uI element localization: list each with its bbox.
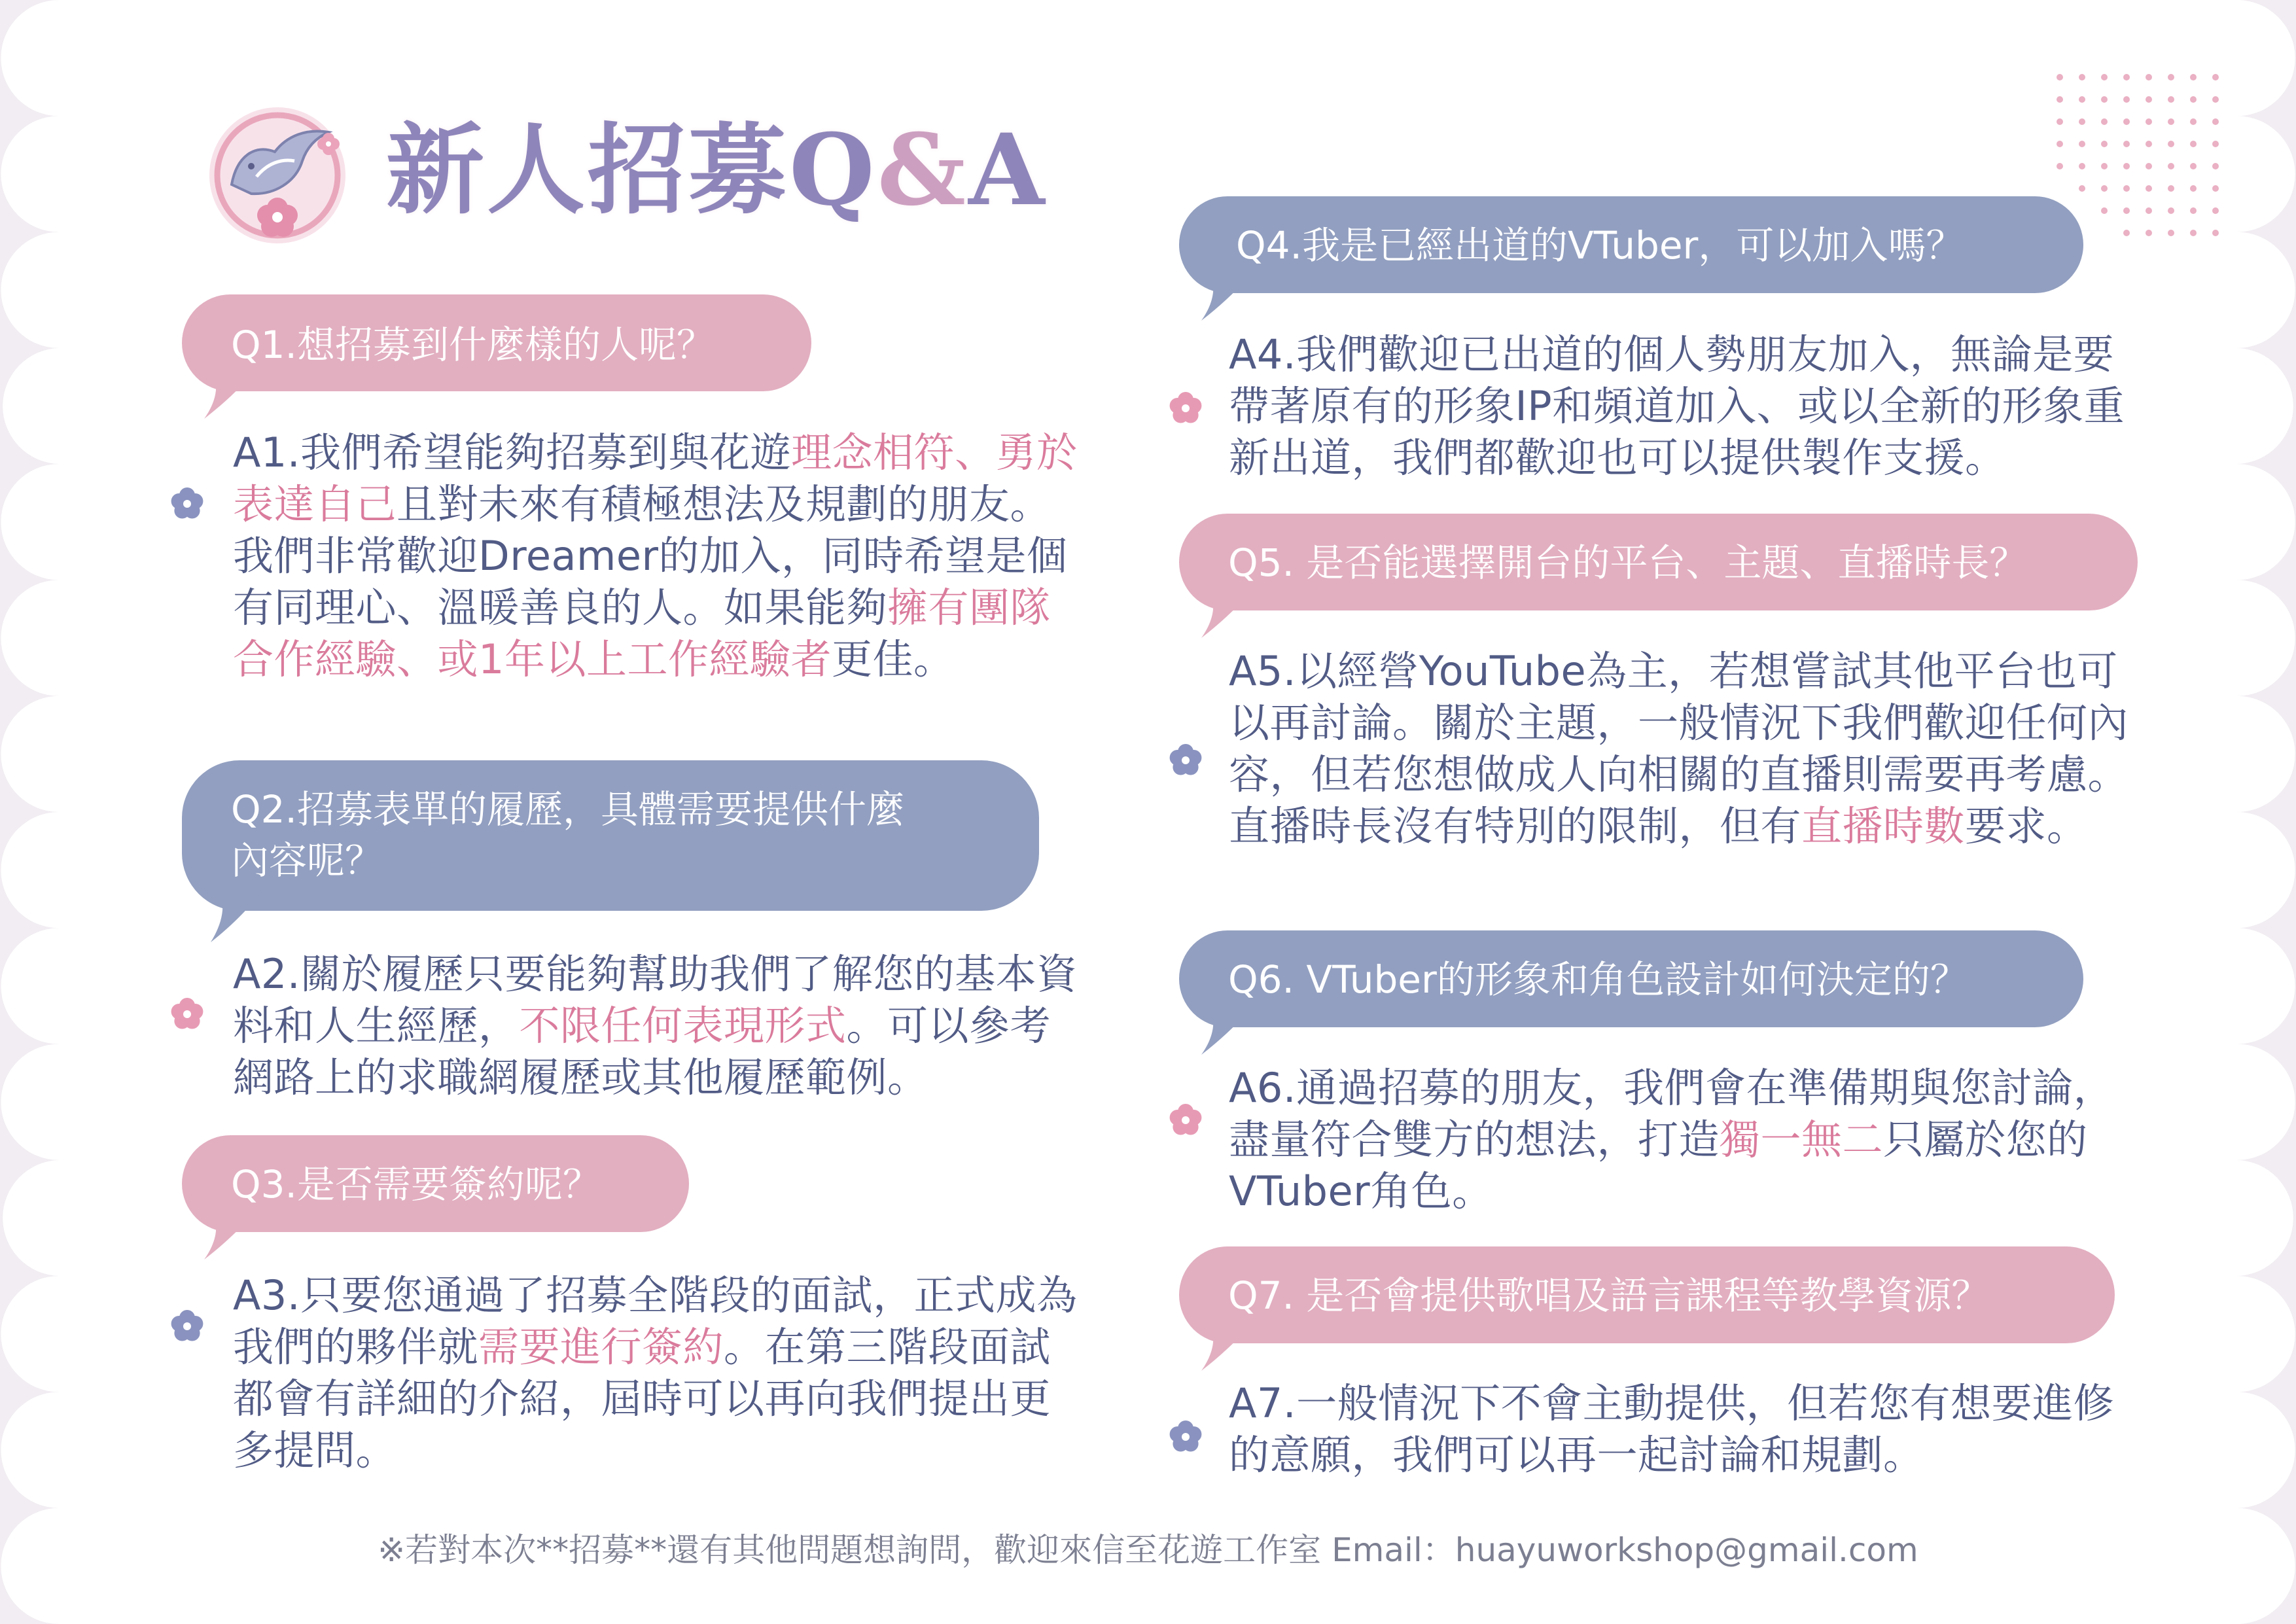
decorative-dot [2212,96,2219,103]
decorative-dot [2212,163,2219,169]
decorative-dot [2057,118,2063,125]
decorative-dot [2146,96,2152,103]
flower-icon [1165,1416,1207,1458]
flower-icon [1165,387,1207,429]
decorative-dot [2190,96,2197,103]
question-bubble-3 [182,1135,689,1232]
question-text: Q5. 是否能選擇開台的平台、主題、直播時長？ [1228,540,2028,585]
decorative-dot [2101,207,2108,214]
decorative-dot [2190,163,2197,169]
decorative-dot [2079,118,2085,125]
flower-icon [166,993,208,1035]
decorative-dot [2190,230,2197,236]
decorative-dot [2101,74,2108,80]
question-text: Q1.想招募到什麼樣的人呢？ [231,323,715,367]
decorative-dot [2079,163,2085,169]
decorative-dot [2123,74,2130,80]
answer-text-3: A3.只要您通過了招募全階段的面試，正式成為我們的夥伴就需要進行簽約。在第三階段面試都會有詳細的介紹，屆時可以再向我們提出更多提問。 [233,1271,1078,1474]
decorative-dot [2057,141,2063,147]
decorative-dot [2146,118,2152,125]
decorative-dot [2123,230,2130,236]
decorative-dot [2190,141,2197,147]
flower-icon [1165,739,1207,781]
decorative-dot [2168,74,2174,80]
decorative-dot [2168,185,2174,192]
decorative-dot [2101,118,2108,125]
page-title: 新人招募Q&A [386,113,1048,228]
question-bubble-1 [182,294,811,391]
decorative-dot [2212,185,2219,192]
speech-bubble-tail [204,368,263,420]
footer-contact-note: ※若對本次**招募**還有其他問題想詢問，歡迎來信至花遊工作室 Email：huayuworkshop@gmail.com [378,1531,1918,1569]
question-bubble-4 [1179,196,2083,293]
decorative-dot [2123,185,2130,192]
question-text: Q3.是否需要簽約呢？ [231,1162,601,1207]
decorative-dot [2146,74,2152,80]
answer-text-4: A4.我們歡迎已出道的個人勢朋友加入，無論是要帶著原有的形象IP和頻道加入、或以全新的形象重新出道，我們都歡迎也可以提供製作支援。 [1229,330,2125,482]
decorative-dot [2079,96,2085,103]
decorative-dot [2190,118,2197,125]
decorative-dot [2123,163,2130,169]
decorative-dot [2146,230,2152,236]
decorative-dot [2079,185,2085,192]
answer-text-7: A7.一般情況下不會主動提供，但若您有想要進修的意願，我們可以再一起討論和規劃。 [1229,1379,2115,1479]
decorative-dot [2079,141,2085,147]
decorative-dot [2212,207,2219,214]
flower-icon [166,1305,208,1347]
flower-icon [1165,1099,1207,1141]
speech-bubble-tail [1201,270,1260,322]
decorative-dot [2123,141,2130,147]
decorative-dot [2123,207,2130,214]
answer-text-6: A6.通過招募的朋友，我們會在準備期與您討論，盡量符合雙方的想法，打造獨一無二只屬於您的VTuber角色。 [1229,1064,2115,1215]
answer-text-5: A5.以經營YouTube為主，若想嘗試其他平台也可以再討論。關於主題，一般情況下我們歡迎任何內容，但若您想做成人向相關的直播則需要再考慮。直播時長沒有特別的限制，但有直播時數要求。 [1229,647,2129,850]
decorative-dot [2168,118,2174,125]
decorative-dot [2168,207,2174,214]
decorative-dot [2190,207,2197,214]
decorative-dot [2057,96,2063,103]
decorative-dot [2057,163,2063,169]
decorative-dot [2168,96,2174,103]
decorative-dot [2168,163,2174,169]
decorative-dot [2101,185,2108,192]
question-bubble-2 [182,760,1039,911]
answer-text-2: A2.關於履歷只要能夠幫助我們了解您的基本資料和人生經歷，不限任何表現形式。可以參考網路上的求職網履歷或其他履歷範例。 [233,950,1078,1101]
speech-bubble-tail [1201,587,1260,639]
speech-bubble-tail [1201,1320,1260,1372]
decorative-dot [2123,96,2130,103]
decorative-dot [2101,96,2108,103]
decorative-dot [2123,118,2130,125]
decorative-dot [2168,230,2174,236]
flower-icon [166,483,208,525]
decorative-dot [2146,141,2152,147]
decorative-dot [2101,163,2108,169]
decorative-dot [2079,74,2085,80]
decorative-dot [2212,74,2219,80]
decorative-dot [2168,141,2174,147]
decorative-dot [2212,118,2219,125]
decorative-dot [2190,74,2197,80]
speech-bubble-tail [204,1209,263,1261]
question-bubble-5 [1179,514,2138,610]
question-bubble-6 [1179,930,2083,1027]
decorative-dot [2190,185,2197,192]
decorative-dot [2212,141,2219,147]
decorative-dot [2101,141,2108,147]
speech-bubble-tail [211,885,270,944]
decorative-dot [2057,74,2063,80]
question-text: Q4.我是已經出道的VTuber，可以加入嗎？ [1236,223,1964,268]
decorative-dot [2146,207,2152,214]
question-text: Q6. VTuber的形象和角色設計如何決定的？ [1228,957,1968,1002]
bird-flower-emblem-icon [191,98,364,249]
speech-bubble-tail [1201,1004,1260,1056]
answer-text-1: A1.我們希望能夠招募到與花遊理念相符、勇於表達自己且對未來有積極想法及規劃的朋友。我們非常歡迎Dreamer的加入，同時希望是個有同理心、溫暖善良的人。如果能夠擁有團隊合作經驗、或1年以上工作經驗者更佳。 [233,429,1078,683]
question-text: Q2.招募表單的履歷，具體需要提供什麼 內容呢？ [231,787,904,883]
question-bubble-7 [1179,1246,2115,1343]
decorative-dot [2212,230,2219,236]
question-text: Q7. 是否會提供歌唱及語言課程等教學資源？ [1228,1273,1990,1318]
decorative-dot [2146,163,2152,169]
decorative-dot [2146,185,2152,192]
